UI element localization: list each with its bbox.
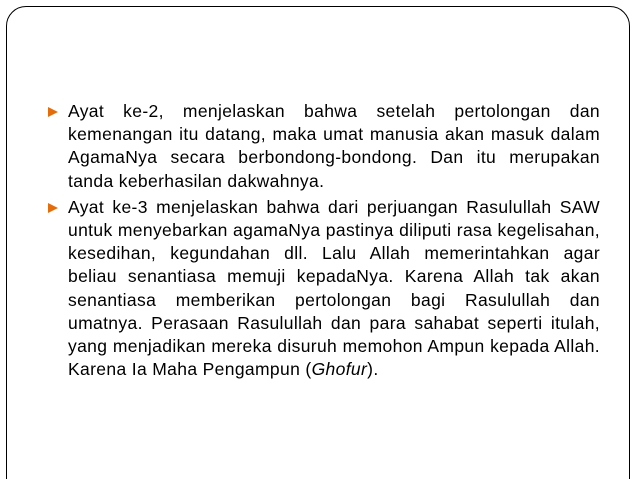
bullet-text-2-after: ). — [367, 359, 379, 380]
bullet-text-1: Ayat ke-2, menjelaskan bahwa setelah pertolongan dan kemenangan itu datang, maka umat manusia akan masuk dalam AgamaNya secara berbondong-bondong. Dan itu merupakan tanda keberhasilan dakwahnya. — [68, 101, 600, 191]
bullet-icon — [48, 203, 58, 213]
bullet-icon — [48, 107, 58, 117]
bullet-item-2 — [68, 196, 600, 382]
bullet-text-2: Ayat ke-3 menjelaskan bahwa dari perjuangan Rasulullah SAW untuk menyebarkan agamaNya pastinya diliputi rasa kegelisahan, kesedihan, kegundahan dll. Lalu Allah memerintahkan agar beliau senantiasa memuji kepadaNya. Karena Allah tak akan senantiasa memberikan pertolongan bagi Rasulullah dan umatnya. Perasaan Rasulullah dan para sahabat seperti itulah, yang menjadikan mereka disuruh memohon Ampun kepada Allah. Karena Ia Maha Pengampun ( — [68, 196, 600, 380]
bullet-item-1 — [68, 100, 600, 193]
bullet-text-2-italic: Ghofur — [311, 359, 368, 380]
bullet-list — [68, 100, 600, 384]
